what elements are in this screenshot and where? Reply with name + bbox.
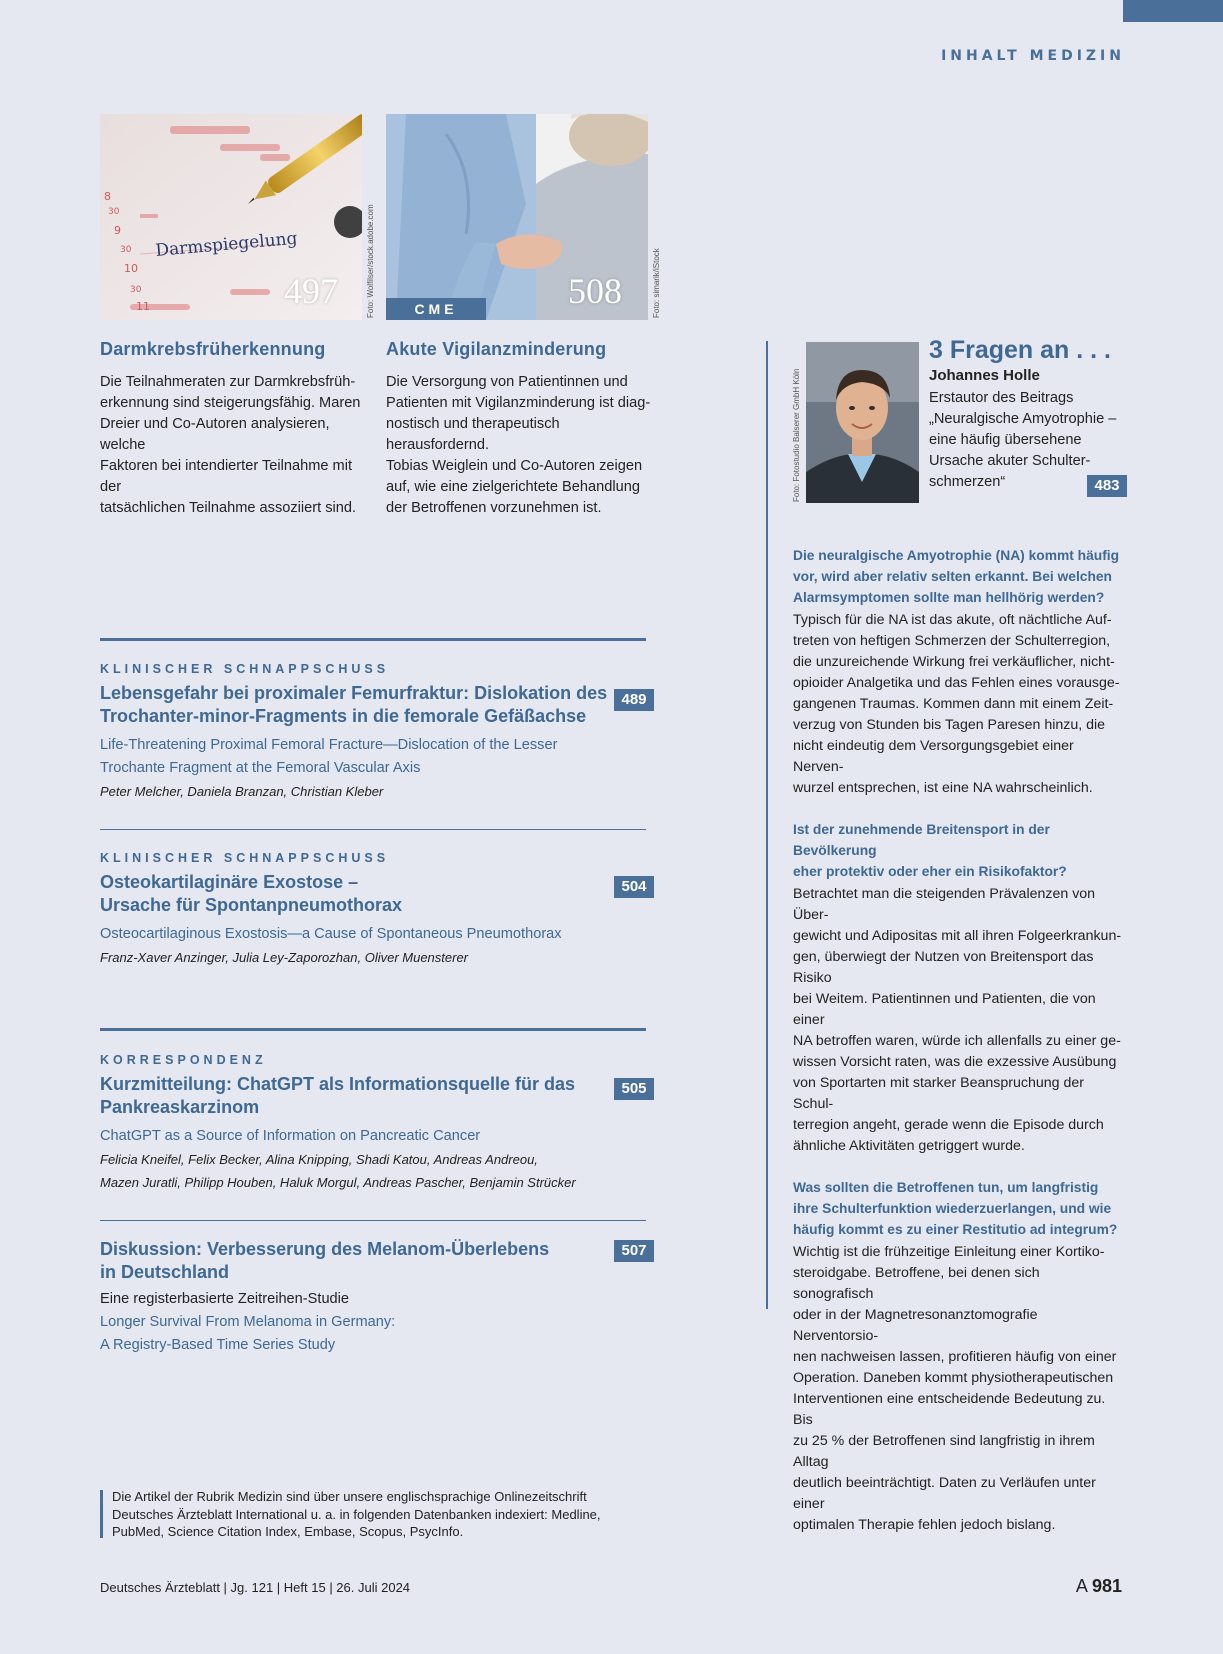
article-english-title [100, 734, 660, 780]
teaser-line: Tobias Weiglein und Co-Autoren zeigen [386, 458, 643, 474]
svg-text:11: 11 [136, 300, 150, 313]
article-kicker: KLINISCHER SCHNAPPSCHUSS [100, 851, 390, 865]
answer-line: gangenen Traumas. Kommen dann mit einem Zeit- [793, 696, 1114, 712]
english-title-line: Life-Threatening Proximal Femoral Fracture—Dislocation of the Lesser [100, 737, 558, 753]
portrait-illustration [806, 342, 919, 503]
page-number-value: 981 [1091, 1576, 1122, 1596]
question [793, 819, 1123, 882]
interview-heading: 3 Fragen an . . . [929, 336, 1111, 364]
teaser-vigilance[interactable] [386, 339, 661, 519]
article-title[interactable] [100, 871, 660, 917]
journal-citation: Deutsches Ärzteblatt | Jg. 121 | Heft 15 | 26. Juli 2024 [100, 1580, 411, 1595]
note-line: Deutsches Ärzteblatt International u. a. in folgenden Datenbanken indexiert: Medline, [112, 1506, 601, 1522]
column-rule [766, 341, 768, 1309]
answer-line: nen nachweisen lassen, profitieren häufig von einer [793, 1349, 1117, 1365]
svg-text:30: 30 [130, 285, 142, 295]
question-line: ihre Schulterfunktion wiederzuerlangen, und wie [793, 1201, 1112, 1216]
question-line: vor, wird aber relativ selten erkannt. Bei welchen [793, 569, 1112, 584]
answer-line: verzug von Stunden bis Tagen Paresen hinzu, die [793, 717, 1106, 733]
teaser-line: Die Teilnahmeraten zur Darmkrebsfrüh- [100, 374, 356, 390]
page-number [1076, 1576, 1122, 1597]
answer [793, 610, 1123, 799]
teaser-photo-colonoscopy[interactable] [100, 114, 362, 320]
teaser-line: Die Versorgung von Patientinnen und [386, 374, 628, 390]
teaser-line: Patienten mit Vigilanzminderung ist diag- [386, 395, 651, 411]
author-line: Mazen Juratli, Philipp Houben, Haluk Morgul, Andreas Pascher, Benjamin Strücker [100, 1175, 576, 1190]
teaser-line: auf, wie eine zielgerichtete Behandlung [386, 479, 640, 495]
english-title-line: ChatGPT as a Source of Information on Pancreatic Cancer [100, 1128, 481, 1144]
question-line: Alarmsymptomen sollte man hellhörig werden? [793, 590, 1105, 605]
answer-line: zu 25 % der Betroffenen sind langfristig in ihrem Alltag [793, 1433, 1095, 1470]
page-badge[interactable]: 507 [614, 1240, 654, 1262]
article-english-title [100, 1125, 660, 1148]
answer-line: optimalen Therapie fehlen jedoch bislang. [793, 1517, 1056, 1533]
intro-line: Ursache akuter Schulter- [929, 453, 1091, 469]
article-title-line: Pankreaskarzinom [100, 1097, 260, 1117]
question [793, 1177, 1123, 1240]
photo-credit: Foto: Wolfilser/stock.adobe.com [366, 204, 375, 318]
article-title[interactable] [100, 682, 660, 728]
interview-qa [793, 545, 1123, 1536]
author-line: Felicia Kneifel, Felix Becker, Alina Knipping, Shadi Katou, Andreas Andreou, [100, 1152, 538, 1167]
article-title-line: in Deutschland [100, 1262, 230, 1282]
answer-line: gewicht und Adipositas mit all ihren Folgeerkrankun- [793, 928, 1122, 944]
section-rule [100, 638, 646, 641]
interviewee-name: Johannes Holle [929, 367, 1040, 384]
author-portrait [806, 342, 919, 503]
article-authors [100, 946, 660, 969]
teaser-page-number: 497 [284, 271, 338, 311]
svg-text:8: 8 [104, 190, 111, 203]
answer-line: NA betroffen waren, würde ich allenfalls zu einer ge- [793, 1033, 1121, 1049]
article-subtitle: Eine registerbasierte Zeitreihen-Studie [100, 1291, 350, 1307]
teaser-page-number: 508 [568, 271, 622, 311]
article-title-line: Ursache für Spontanpneumothorax [100, 895, 403, 915]
article-authors [100, 780, 660, 803]
english-title-line: Trochante Fragment at the Femoral Vascular Axis [100, 760, 421, 776]
article-title-line: Lebensgefahr bei proximaler Femurfraktur: Dislokation des [100, 683, 608, 703]
answer-line: wurzel entsprechen, ist eine NA wahrscheinlich. [793, 780, 1093, 796]
intro-line: schmerzen“ [929, 474, 1006, 490]
answer-line: terregion angeht, gerade wenn die Episode durch [793, 1117, 1104, 1133]
article-title-line: Diskussion: Verbesserung des Melanom-Überlebens [100, 1239, 550, 1259]
teaser-line: Dreier und Co-Autoren analysieren, welche [100, 416, 330, 453]
article-title-line: Kurzmitteilung: ChatGPT als Informationsquelle für das [100, 1074, 576, 1094]
question-line: eher protektiv oder eher ein Risikofaktor? [793, 864, 1067, 879]
page-badge[interactable]: 483 [1087, 475, 1127, 497]
english-title-line: Longer Survival From Melanoma in Germany: [100, 1314, 396, 1330]
answer-line: opioider Analgetika und das Fehlen eines vorausge- [793, 675, 1120, 691]
answer-line: ähnliche Aktivitäten getriggert wurde. [793, 1138, 1025, 1154]
article-entry[interactable] [100, 1053, 660, 1194]
answer-line: Interventionen eine entscheidende Bedeutung zu. Bis [793, 1391, 1106, 1428]
photo-credit: Foto: Fotostudio Balserer GmbH Köln [792, 368, 801, 502]
page-badge[interactable]: 505 [614, 1078, 654, 1100]
intro-line: „Neuralgische Amyotrophie – [929, 411, 1117, 427]
teaser-body [386, 372, 661, 519]
answer-line: steroidgabe. Betroffene, bei denen sich sonografisch [793, 1265, 1040, 1302]
teaser-title[interactable]: Akute Vigilanzminderung [386, 339, 607, 359]
interview-header [929, 336, 1129, 493]
teaser-colon-cancer[interactable] [100, 339, 370, 519]
note-rule [100, 1490, 103, 1538]
article-english-title [100, 1311, 660, 1357]
author-line: Franz-Xaver Anzinger, Julia Ley-Zaporozhan, Oliver Muensterer [100, 950, 469, 965]
article-kicker: KLINISCHER SCHNAPPSCHUSS [100, 662, 390, 676]
teaser-line: nostisch und therapeutisch herausfordernd. [386, 416, 560, 453]
teaser-line: der Betroffenen vorzunehmen ist. [386, 500, 602, 516]
teaser-line: erkennung sind steigerungsfähig. Maren [100, 395, 361, 411]
answer-line: bei Weitem. Patientinnen und Patienten, die von einer [793, 991, 1096, 1028]
answer-line: gen, überwiegt der Nutzen von Breitensport das Risiko [793, 949, 1094, 986]
page-badge[interactable]: 489 [614, 689, 654, 711]
article-title-line: Osteokartilaginäre Exostose – [100, 872, 359, 892]
english-title-line: A Registry-Based Time Series Study [100, 1337, 336, 1353]
answer-line: von Sportarten mit starker Beanspruchung der Schul- [793, 1075, 1084, 1112]
corner-tab [1123, 0, 1223, 22]
cme-badge: CME [386, 298, 486, 320]
answer-line: Wichtig ist die frühzeitige Einleitung einer Kortiko- [793, 1244, 1105, 1260]
svg-text:30: 30 [120, 245, 132, 255]
answer-line: die unzureichende Wirkung frei verkäuflicher, nicht- [793, 654, 1115, 670]
intro-line: eine häufig übersehene [929, 432, 1082, 448]
answer [793, 884, 1123, 1157]
answer-line: Typisch für die NA ist das akute, oft nächtliche Auf- [793, 612, 1112, 628]
svg-text:30: 30 [108, 207, 120, 217]
article-entry[interactable] [100, 662, 660, 803]
answer-line: oder in der Magnetresonanztomografie Nerventorsio- [793, 1307, 1038, 1344]
answer-line: Operation. Daneben kommt physiotherapeutischen [793, 1370, 1114, 1386]
article-title-line: Trochanter-minor-Fragments in die femorale Gefäßachse [100, 706, 587, 726]
teaser-line: tatsächlichen Teilnahme assoziiert sind. [100, 500, 357, 516]
question-line: Was sollten die Betroffenen tun, um langfristig [793, 1180, 1099, 1195]
question [793, 545, 1123, 608]
article-kicker: KORRESPONDENZ [100, 1053, 267, 1067]
note-line: PubMed, Science Citation Index, Embase, Scopus, PsycInfo. [112, 1524, 464, 1539]
photo-credit: Foto: simarik/iStock [652, 248, 661, 318]
article-entry[interactable] [100, 851, 660, 969]
section-label: INHALT MEDIZIN [941, 48, 1125, 64]
question-line: häufig kommt es zu einer Restitutio ad integrum? [793, 1222, 1118, 1237]
svg-text:10: 10 [124, 262, 138, 275]
answer-line: wissen Vorsicht raten, was die exzessive Ausübung [793, 1054, 1117, 1070]
teaser-photo-vigilance[interactable] [386, 114, 648, 320]
photo-handwriting: Darmspiegelung [154, 228, 299, 261]
svg-text:9: 9 [114, 224, 121, 237]
answer-line: deutlich beeinträchtigt. Daten zu Verläufen unter einer [793, 1475, 1096, 1512]
teaser-body [100, 372, 370, 519]
teaser-title[interactable]: Darmkrebsfrüherkennung [100, 339, 326, 359]
answer [793, 1242, 1123, 1536]
teaser-line: Faktoren bei intendierter Teilnahme mit der [100, 458, 353, 495]
article-title[interactable] [100, 1238, 660, 1284]
author-line: Peter Melcher, Daniela Branzan, Christian Kleber [100, 784, 384, 799]
page-prefix: A [1075, 1576, 1087, 1596]
indexing-note [112, 1488, 652, 1541]
question-line: Ist der zunehmende Breitensport in der Bevölkerung [793, 822, 1050, 858]
article-authors [100, 1148, 660, 1194]
english-title-line: Osteocartilaginous Exostosis—a Cause of Spontaneous Pneumothorax [100, 926, 562, 942]
section-rule [100, 1028, 646, 1031]
divider [100, 1220, 646, 1221]
article-title[interactable] [100, 1073, 660, 1119]
article-english-title [100, 923, 660, 946]
divider [100, 829, 646, 830]
note-line: Die Artikel der Rubrik Medizin sind über unsere englischsprachige Onlinezeitschrift [112, 1489, 587, 1504]
intro-line: Erstautor des Beitrags [929, 390, 1074, 406]
answer-line: treten von heftigen Schmerzen der Schulterregion, [793, 633, 1111, 649]
article-entry[interactable] [100, 1238, 660, 1357]
answer-line: nicht eindeutig dem Versorgungsgebiet einer Nerven- [793, 738, 1074, 775]
question-line: Die neuralgische Amyotrophie (NA) kommt häufig [793, 548, 1120, 563]
answer-line: Betrachtet man die steigenden Prävalenzen von Über- [793, 886, 1096, 923]
page-badge[interactable]: 504 [614, 876, 654, 898]
